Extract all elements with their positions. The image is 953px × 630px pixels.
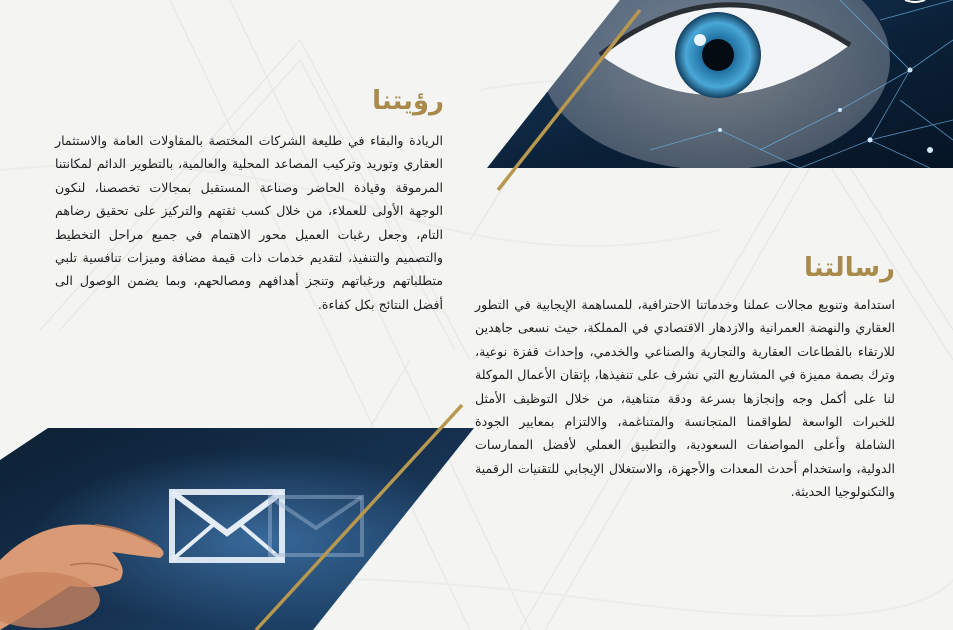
mission-paragraph: استدامة وتنويع مجالات عملنا وخدماتنا الاحترافية، للمساهمة الإيجابية في التطور العقاري والنهضة العمرانية والازدهار الاقتصادي في المملكة، حيث نسعى جاهدين للارتقاء بالقطاعات العقارية والتجارية والصناعي والخدمي، وإحداث قفزة نوعية، وترك بصمة مميزة في المشاريع التي نشرف على تنفيذها، بإتقان الأعمال الموكلة لنا على أكمل وجه وإنجازها بسرعة ودقة متناهية، من خلال التوظيف الأمثل للخبرات الواسعة لطواقمنا المتجانسة والمتناغمة، والالتزام بمعايير الجودة الشاملة وأعلى المواصفات السعودية، والتطبيق العملي لأفضل الممارسات الدولية، واستخدام أحدث المعدات والأجهزة، والاستغلال الإيجابي للتقنيات الرقمية والتكنولوجيا الحديثة. [475, 297, 895, 500]
vision-paragraph: الريادة والبقاء في طليعة الشركات المختصة بالمقاولات العامة والاستثمار العقاري وتوريد وتركيب المصاعد المحلية والعالمية، بالتطوير الدائم لمكانتنا المرموقة وقيادة الحاضر وصناعة المستقبل بمجالات تخصصنا، لنكون الوجهة الأولى للعملاء، من خلال كسب ثقتهم والتركيز على تحقيق رضاهم التام، وجعل رغبات العميل محور الاهتمام في جميع مراحل التخطيط والتصميم والتنفيذ، لتقديم خدمات ذات قيمة مضافة وميزات تنافسية تلبي متطلباتهم ورغباتهم وتنجز أهدافهم ومصالحهم، وبما يضمن الوصول الى أفضل النتائج بكل كفاءة. [55, 133, 443, 312]
vision-heading: رؤيتنا [372, 86, 444, 116]
mission-heading: رسالتنا [803, 253, 895, 283]
